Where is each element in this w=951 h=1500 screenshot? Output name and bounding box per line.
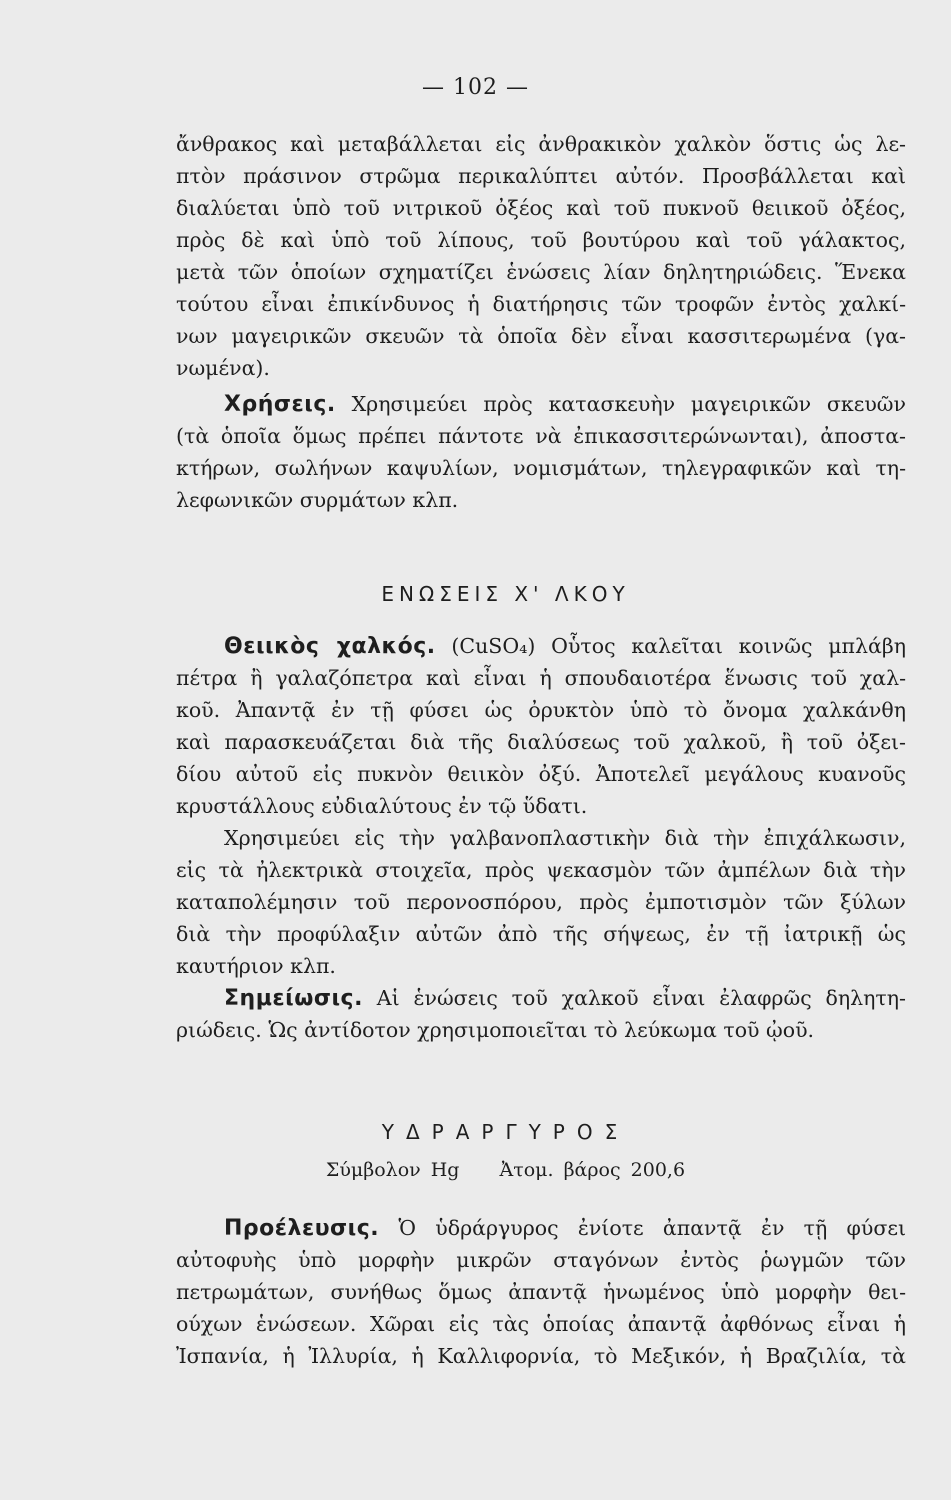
text-line: Ἰσπανία, ἡ Ἰλλυρία, ἡ Καλλιφορνία, τὸ Μεξικόν, ἡ Βραζιλία, τὰ bbox=[176, 1344, 906, 1368]
text-line: ριώδεις. Ὡς ἀντίδοτον χρησιμοποιεῖται τὸ λεύκωμα τοῦ ᾠοῦ. bbox=[176, 1018, 815, 1042]
text-line: διὰ τὴν προφύλαξιν αὐτῶν ἀπὸ τῆς σήψεως, ἐν τῇ ἰατρικῇ ὡς bbox=[176, 922, 906, 946]
text-line: πέτρα ἢ γαλαζόπετρα καὶ εἶναι ἡ σπουδαιοτέρα ἕνωσις τοῦ χαλ- bbox=[176, 666, 906, 690]
paragraph-copper-sulfate bbox=[176, 630, 906, 822]
text-line: ούχων ἑνώσεων. Χῶραι εἰς τὰς ὁποίας ἀπαντᾷ ἀφθόνως εἶναι ἡ bbox=[176, 1312, 906, 1336]
text-line: νων μαγειρικῶν σκευῶν τὰ ὁποῖα δὲν εἶναι κασσιτερωμένα (γα- bbox=[176, 324, 906, 348]
paragraph-origin bbox=[176, 1212, 906, 1372]
text-line: (τὰ ὁποῖα ὅμως πρέπει πάντοτε νὰ ἐπικασσιτερώνωνται), ἀποστα- bbox=[176, 424, 906, 448]
mercury-atomic-weight: Ἀτομ. βάρος 200,6 bbox=[499, 1159, 686, 1181]
paragraph-copper-properties bbox=[176, 128, 906, 384]
text-line: νωμένα). bbox=[176, 356, 270, 380]
text-line: καυτήριον κλπ. bbox=[176, 954, 336, 978]
text-line: κτήρων, σωλήνων καψυλίων, νομισμάτων, τηλεγραφικῶν καὶ τη- bbox=[176, 456, 906, 480]
text-line: Χρησιμεύει εἰς τὴν γαλβανοπλαστικὴν διὰ τὴν ἐπιχάλκωσιν, bbox=[224, 826, 906, 850]
text-line: καὶ παρασκευάζεται διὰ τῆς διαλύσεως τοῦ χαλκοῦ, ἢ τοῦ ὀξει- bbox=[176, 730, 906, 754]
section-heading-mercury: ΥΔΡΑΡΓΥΡΟΣ bbox=[381, 1120, 630, 1144]
note-keyword: Σημείωσις. bbox=[224, 986, 363, 1011]
text-line bbox=[176, 630, 906, 662]
copper-sulfate-first-text: (CuSO₄) Οὗτος καλεῖται κοινῶς μπλάβη bbox=[451, 634, 906, 658]
copper-sulfate-keyword: Θειικὸς χαλκός. bbox=[224, 634, 436, 659]
page-number: — 102 — bbox=[422, 75, 529, 100]
origin-keyword: Προέλευσις. bbox=[224, 1216, 380, 1241]
text-line: μετὰ τῶν ὁποίων σχηματίζει ἑνώσεις λίαν δηλητηριώδεις. Ἕνεκα bbox=[176, 260, 906, 284]
text-line: δίου αὐτοῦ εἰς πυκνὸν θειικὸν ὀξύ. Ἀποτελεῖ μεγάλους κυανοῦς bbox=[176, 762, 906, 786]
paragraph-note bbox=[176, 982, 906, 1046]
text-line: αὐτοφυὴς ὑπὸ μορφὴν μικρῶν σταγόνων ἐντὸς ῥωγμῶν τῶν bbox=[176, 1248, 906, 1272]
text-line: λεφωνικῶν συρμάτων κλπ. bbox=[176, 488, 459, 512]
paragraph-sulfate-uses bbox=[176, 822, 906, 982]
text-line: καταπολέμησιν τοῦ περονοσπόρου, πρὸς ἐμποτισμὸν τῶν ξύλων bbox=[176, 890, 906, 914]
text-line bbox=[176, 982, 906, 1014]
text-line: διαλύεται ὑπὸ τοῦ νιτρικοῦ ὀξέος καὶ τοῦ πυκνοῦ θειικοῦ ὀξέος, bbox=[176, 196, 906, 220]
mercury-symbol-line bbox=[0, 1154, 951, 1186]
uses-keyword: Χρήσεις. bbox=[224, 392, 336, 417]
origin-first-text: Ὁ ὑδράργυρος ἐνίοτε ἀπαντᾷ ἐν τῇ φύσει bbox=[398, 1216, 906, 1240]
paragraph-uses bbox=[176, 388, 906, 516]
text-line: τούτου εἶναι ἐπικίνδυνος ἡ διατήρησις τῶν τροφῶν ἐντὸς χαλκί- bbox=[176, 292, 906, 316]
text-line bbox=[176, 388, 906, 420]
text-line: πρὸς δὲ καὶ ὑπὸ τοῦ λίπους, τοῦ βουτύρου καὶ τοῦ γάλακτος, bbox=[176, 228, 906, 252]
text-line: ἄνθρακος καὶ μεταβάλλεται εἰς ἀνθρακικὸν χαλκὸν ὅστις ὡς λε- bbox=[176, 132, 906, 156]
text-line bbox=[176, 1212, 906, 1244]
text-line: κρυστάλλους εὐδιαλύτους ἐν τῷ ὕδατι. bbox=[176, 794, 588, 818]
note-first-text: Αἱ ἑνώσεις τοῦ χαλκοῦ εἶναι ἐλαφρῶς δηλητη- bbox=[376, 986, 906, 1010]
uses-first-text: Χρησιμεύει πρὸς κατασκευὴν μαγειρικῶν σκευῶν bbox=[351, 392, 906, 416]
text-line: κοῦ. Ἀπαντᾷ ἐν τῇ φύσει ὡς ὀρυκτὸν ὑπὸ τὸ ὄνομα χαλκάνθη bbox=[176, 698, 906, 722]
text-line: εἰς τὰ ἠλεκτρικὰ στοιχεῖα, πρὸς ψεκασμὸν τῶν ἀμπέλων διὰ τὴν bbox=[176, 858, 906, 882]
text-line: πτὸν πράσινον στρῶμα περικαλύπτει αὐτόν. Προσβάλλεται καὶ bbox=[176, 164, 906, 188]
mercury-symbol: Σύμβολον Hg bbox=[325, 1159, 460, 1181]
section-heading-compounds: ΕΝΩΣΕΙΣ Χ' ΛΚΟΥ bbox=[381, 582, 630, 606]
text-line: πετρωμάτων, συνήθως ὅμως ἀπαντᾷ ἡνωμένος ὑπὸ μορφὴν θει- bbox=[176, 1280, 906, 1304]
